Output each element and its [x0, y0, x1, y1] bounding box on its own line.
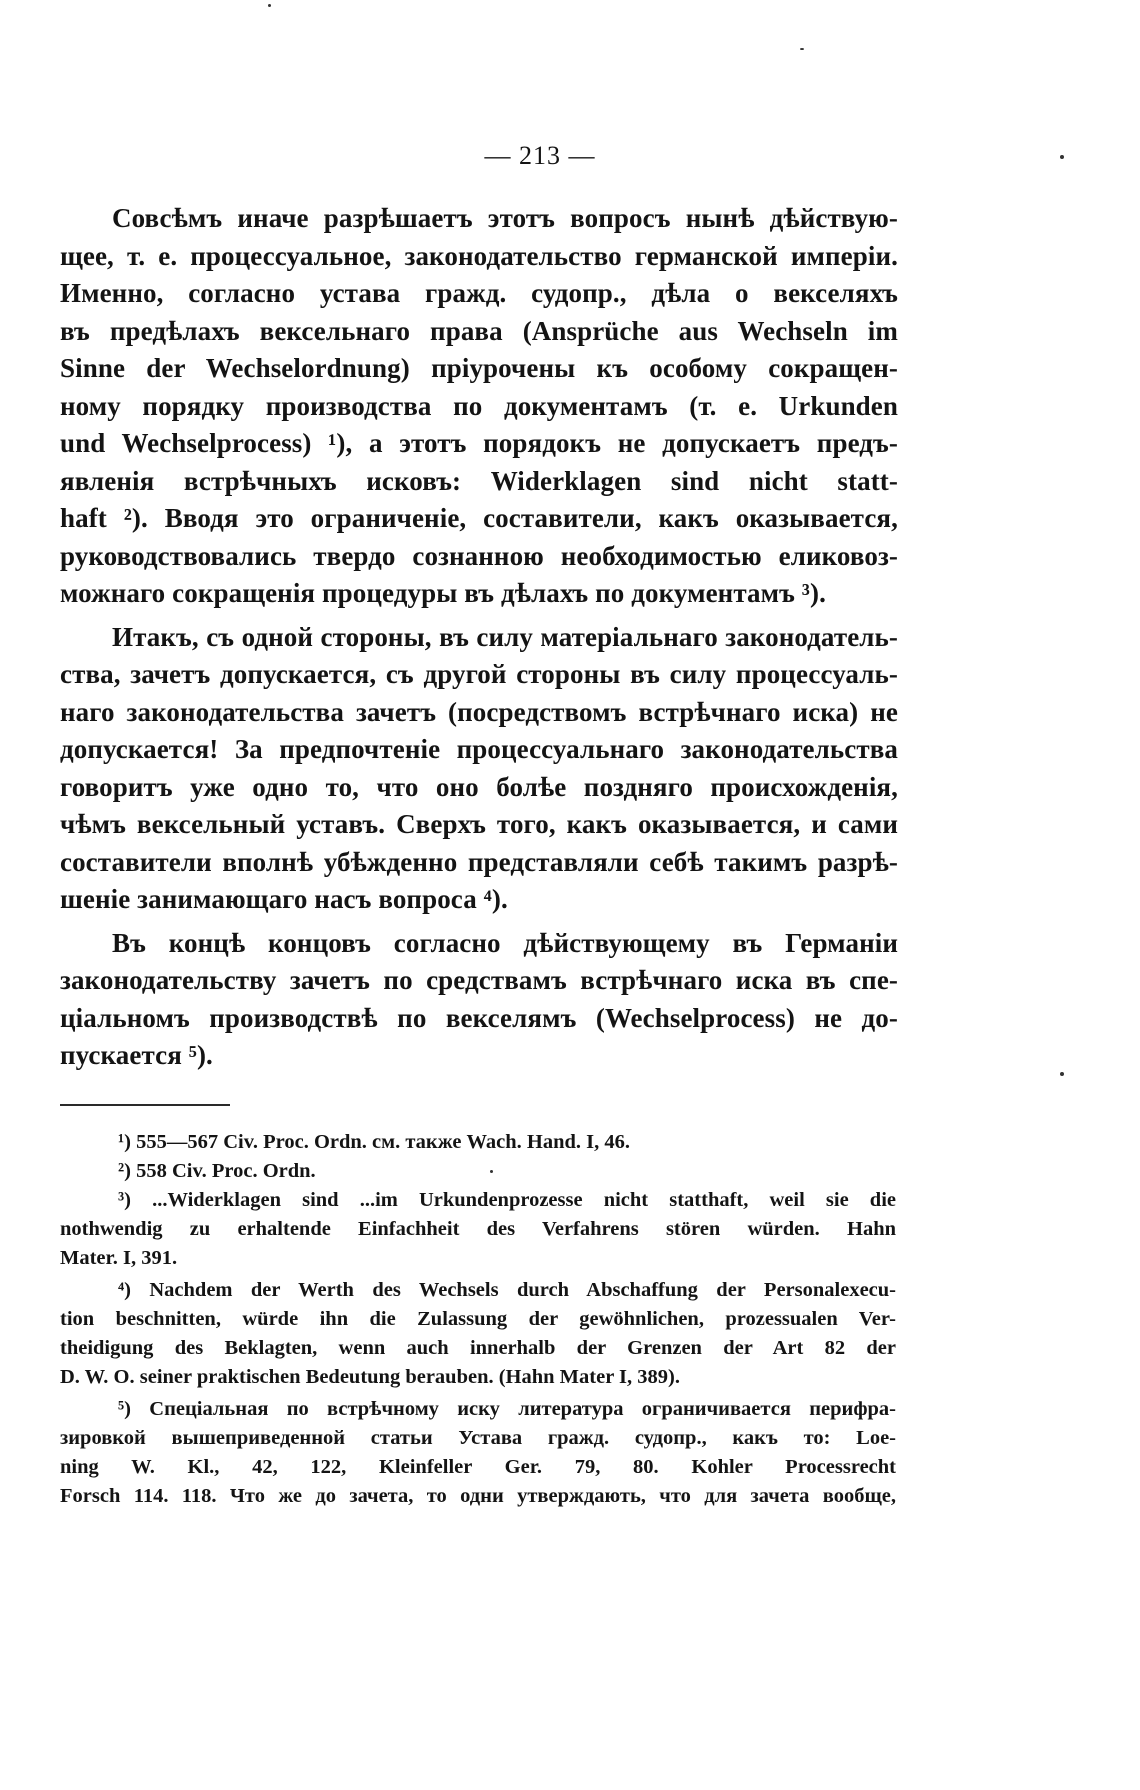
- footnote-line: ¹) 555—567 Civ. Proc. Ordn. см. также Wach. Hand. I, 46.: [118, 1131, 631, 1153]
- page-number: — 213 —: [484, 141, 596, 170]
- footnote-line: ³) ...Widerklagen sind ...im Urkundenprozesse nicht statthaft, weil sie die: [118, 1189, 896, 1211]
- text-line: чѣмъ вексельный уставъ. Сверхъ того, какъ оказывается, и сами: [60, 809, 898, 839]
- text-line: haft ²). Вводя это ограниченіе, составители, какъ оказывается,: [60, 503, 898, 533]
- footnote-line: theidigung des Beklagten, wenn auch innerhalb der Grenzen der Art 82 der: [60, 1337, 896, 1359]
- footnote-line: D. W. O. seiner praktischen Bedeutung berauben. (Hahn Mater I, 389).: [60, 1366, 680, 1388]
- text-line: щее, т. е. процессуальное, законодательство германской имперіи.: [60, 240, 898, 271]
- scan-speck: [1060, 155, 1064, 159]
- footnote-line: Mater. I, 391.: [60, 1247, 178, 1269]
- text-line: составители вполнѣ убѣжденно представляли себѣ такимъ разрѣ-: [60, 846, 898, 877]
- text-line: законодательству зачетъ по средствамъ встрѣчнаго иска въ спе-: [60, 965, 898, 995]
- footnote-divider: [60, 1104, 230, 1106]
- footnotes: [60, 1128, 896, 1511]
- footnote-line: ²) 558 Civ. Proc. Ordn.: [118, 1160, 316, 1182]
- scan-speck: [800, 48, 804, 50]
- text-line: шеніе занимающаго насъ вопроса ⁴).: [60, 884, 508, 914]
- scan-speck: [268, 4, 271, 7]
- text-line: въ предѣлахъ вексельнаго права (Ansprüche aus Wechseln im: [60, 315, 898, 346]
- text-line: und Wechselprocess) ¹), а этотъ порядокъ не допускаетъ предъ-: [60, 428, 898, 458]
- scan-speck: [490, 1170, 493, 1173]
- footnote-line: зировкой вышеприведенной статьи Устава гражд. судопр., какъ то: Loe-: [60, 1427, 896, 1449]
- footnote-line: ⁴) Nachdem der Werth des Wechsels durch Abschaffung der Personalexecu-: [118, 1279, 896, 1301]
- main-text: [60, 200, 898, 1075]
- footnote-line: tion beschnitten, würde ihn die Zulassung der gewöhnlichen, prozessualen Ver-: [60, 1308, 896, 1330]
- text-line: Именно, согласно устава гражд. судопр., дѣла о векселяхъ: [60, 278, 898, 308]
- text-line: можнаго сокращенія процедуры въ дѣлахъ по документамъ ³).: [60, 578, 826, 608]
- text-line: Итакъ, съ одной стороны, въ силу матеріальнаго законодатель-: [112, 621, 898, 652]
- scan-speck: [1060, 1072, 1064, 1076]
- text-line: ства, зачетъ допускается, съ другой стороны въ силу процессуаль-: [60, 659, 898, 689]
- text-line: ціальномъ производствѣ по векселямъ (Wechselprocess) не до-: [60, 1002, 898, 1033]
- text-line: говоритъ уже одно то, что оно болѣе поздняго происхожденія,: [60, 771, 898, 802]
- text-line: Sinne der Wechselordnung) пріурочены къ особому сокращен-: [60, 353, 898, 383]
- footnote-line: ⁵) Спеціальная по встрѣчному иску литература ограничивается перифра-: [118, 1398, 896, 1420]
- text-line: руководствовались твердо сознанною необходимостью еликовоз-: [60, 540, 898, 571]
- text-line: явленія встрѣчныхъ исковъ: Widerklagen sind nicht statt-: [60, 465, 898, 496]
- footnote-line: Forsch 114. 118. Что же до зачета, то одни утверждають, что для зачета вообще,: [60, 1485, 896, 1507]
- text-line: Совсѣмъ иначе разрѣшаетъ этотъ вопросъ нынѣ дѣйствую-: [112, 203, 898, 233]
- text-line: Въ концѣ концовъ согласно дѣйствующему въ Германіи: [112, 927, 898, 958]
- text-line: пускается ⁵).: [60, 1040, 213, 1070]
- footnote-line: nothwendig zu erhaltende Einfachheit des Verfahrens stören würden. Hahn: [60, 1218, 896, 1240]
- text-line: допускается! За предпочтеніе процессуальнаго законодательства: [60, 734, 898, 764]
- text-line: ному порядку производства по документамъ (т. е. Urkunden: [60, 390, 898, 421]
- text-line: наго законодательства зачетъ (посредствомъ встрѣчнаго иска) не: [60, 696, 898, 727]
- footnote-line: ning W. Kl., 42, 122, Kleinfeller Ger. 79, 80. Kohler Processrecht: [60, 1456, 896, 1478]
